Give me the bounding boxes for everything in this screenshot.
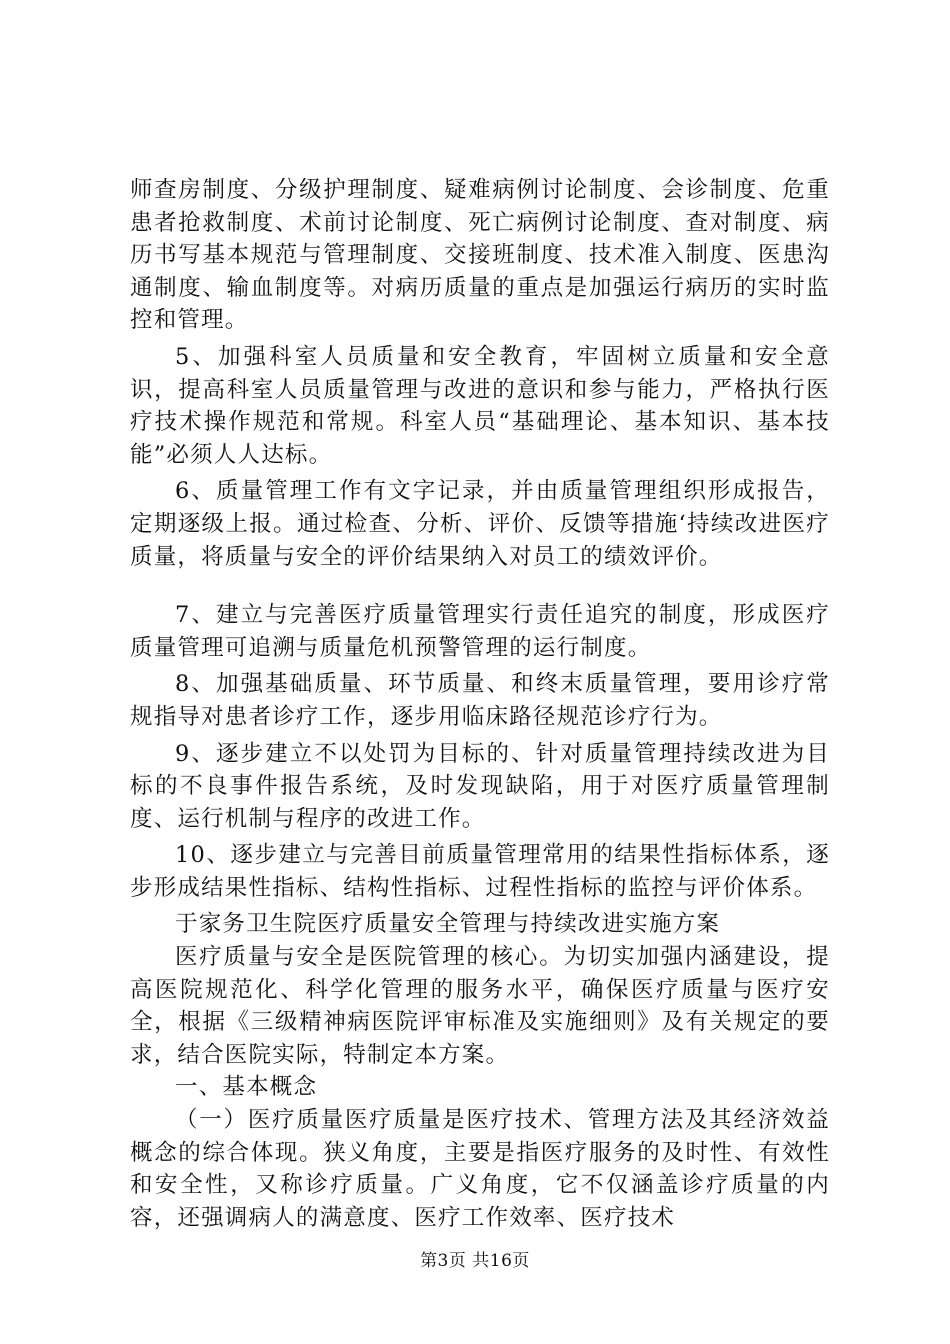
paragraph-item-9: 9、逐步建立不以处罚为目标的、针对质量管理持续改进为目标的不良事件报告系统，及时发现缺陷，用于对医疗质量管理制度、运行机制与程序的改进工作。 bbox=[130, 740, 830, 832]
section-title: 于家务卫生院医疗质量安全管理与持续改进实施方案 bbox=[175, 911, 721, 938]
paragraph-intro: 医疗质量与安全是医院管理的核心。为切实加强内涵建设，提高医院规范化、科学化管理的服务水平，确保医疗质量与医疗安全，根据《三级精神病医院评审标准及实施细则》及有关规定的要求，结合医院实际，特制定本方案。 bbox=[130, 944, 830, 1068]
paragraph-continuation: 师查房制度、分级护理制度、疑难病例讨论制度、会诊制度、危重患者抢救制度、术前讨论制度、死亡病例讨论制度、查对制度、病历书写基本规范与管理制度、交接班制度、技术准入制度、医患沟通制度、输血制度等。对病历质量的重点是加强运行病历的实时监控和管理。 bbox=[130, 177, 830, 334]
paragraph-item-10: 10、逐步建立与完善目前质量管理常用的结果性指标体系，逐步形成结果性指标、结构性指标、过程性指标的监控与评价体系。 bbox=[130, 842, 830, 901]
paragraph-item-6: 6、质量管理工作有文字记录，并由质量管理组织形成报告，定期逐级上报。通过检查、分析、评价、反馈等措施‘持续改进医疗质量，将质量与安全的评价结果纳入对员工的绩效评价。 bbox=[130, 478, 830, 570]
paragraph-medical-quality: （一）医疗质量医疗质量是医疗技术、管理方法及其经济效益概念的综合体现。狭义角度，主要是指医疗服务的及时性、有效性和安全性，又称诊疗质量。广义角度，它不仅涵盖诊疗质量的内容，还强调病人的满意度、医疗工作效率、医疗技术 bbox=[130, 1107, 830, 1231]
paragraph-item-7: 7、建立与完善医疗质量管理实行责任追究的制度，形成医疗质量管理可追溯与质量危机预警管理的运行制度。 bbox=[130, 602, 830, 661]
paragraph-item-5: 5、加强科室人员质量和安全教育，牢固树立质量和安全意识，提高科室人员质量管理与改进的意识和参与能力，严格执行医疗技术操作规范和常规。科室人员“基础理论、基本知识、基本技能”必须人人达标。 bbox=[130, 343, 830, 468]
heading-basic-concepts: 一、基本概念 bbox=[175, 1074, 318, 1101]
paragraph-item-8: 8、加强基础质量、环节质量、和终末质量管理，要用诊疗常规指导对患者诊疗工作，逐步用临床路径规范诊疗行为。 bbox=[130, 671, 830, 730]
page-number: 第3页 共16页 bbox=[420, 1251, 530, 1271]
document-body bbox=[130, 174, 830, 1234]
